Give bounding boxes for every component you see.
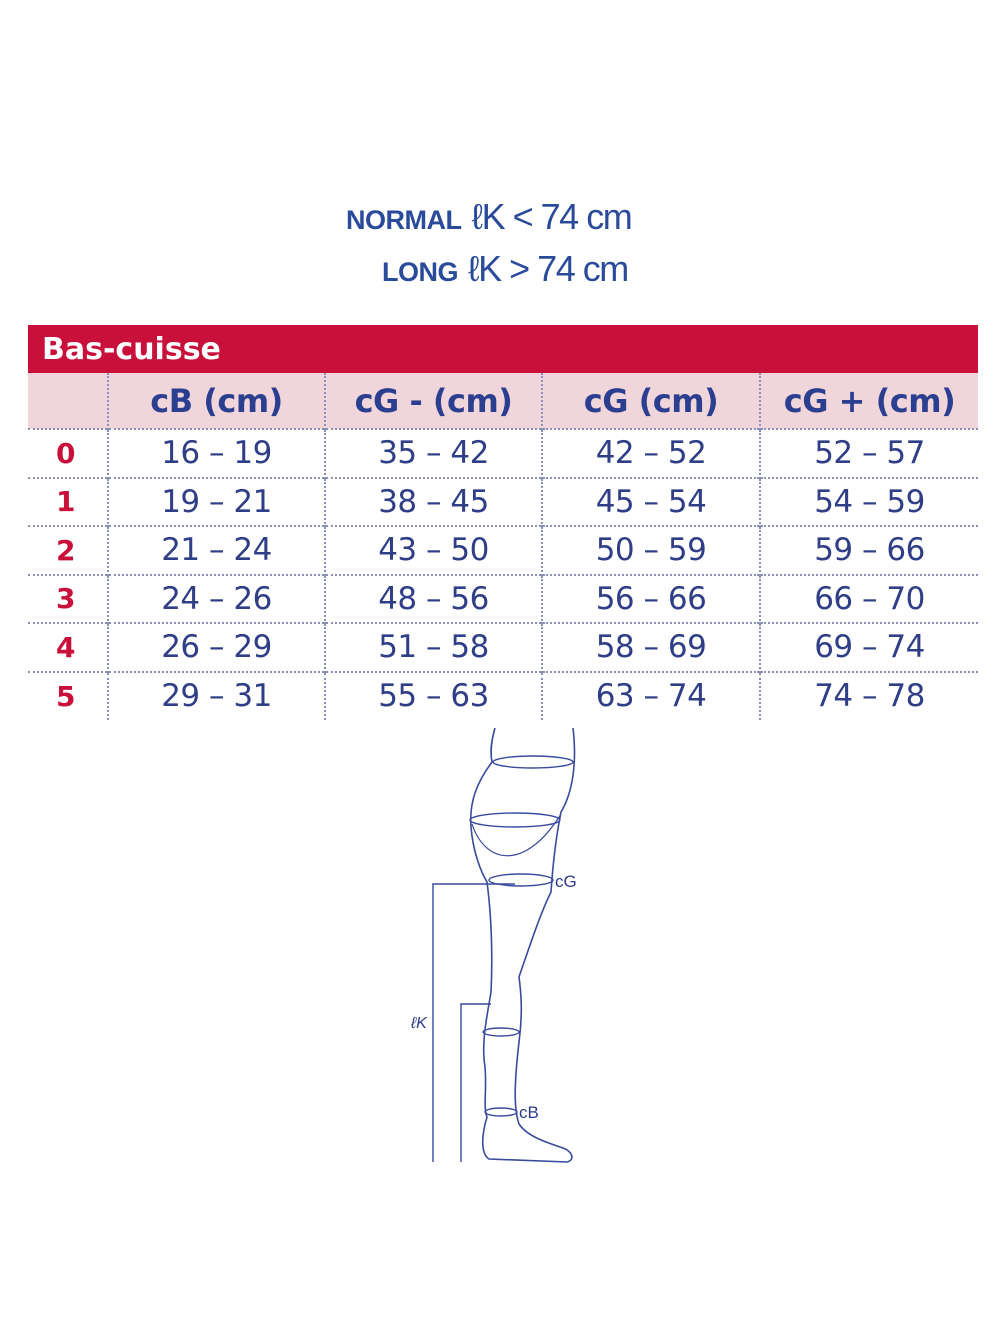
calf-ring	[483, 1028, 519, 1036]
waist-ring	[493, 756, 573, 768]
header-cg-minus: cG - (cm)	[325, 373, 542, 429]
table-row	[28, 429, 978, 478]
header-cg: cG (cm)	[542, 373, 760, 429]
hip-contour	[472, 814, 561, 856]
table-row	[28, 575, 978, 624]
cg-label: cG	[555, 872, 577, 891]
header-cb: cB (cm)	[108, 373, 325, 429]
cb-cell: 24 – 26	[108, 575, 325, 624]
table-row	[28, 478, 978, 527]
cg-cell: 58 – 69	[542, 623, 760, 672]
header-cg-plus: cG + (cm)	[760, 373, 978, 429]
cg-cell: 42 – 52	[542, 429, 760, 478]
cb-cell: 29 – 31	[108, 672, 325, 721]
lk-label: ℓK	[411, 1015, 427, 1032]
length-long-value: ℓK > 74 cm	[468, 248, 628, 289]
cg-plus-cell: 69 – 74	[760, 623, 978, 672]
size-cell: 2	[28, 526, 108, 575]
size-cell: 1	[28, 478, 108, 527]
cb-cell: 26 – 29	[108, 623, 325, 672]
size-table	[28, 325, 978, 720]
length-normal-name: NORMAL	[346, 205, 462, 235]
leg-measurement-diagram	[395, 722, 595, 1172]
cg-minus-cell: 35 – 42	[325, 429, 542, 478]
ankle-ring-cb	[485, 1108, 517, 1116]
cg-minus-cell: 43 – 50	[325, 526, 542, 575]
knee-guide	[461, 1004, 491, 1162]
size-cell: 3	[28, 575, 108, 624]
table-row	[28, 672, 978, 721]
hip-ring	[470, 813, 560, 827]
cb-cell: 19 – 21	[108, 478, 325, 527]
cg-cell: 45 – 54	[542, 478, 760, 527]
cg-plus-cell: 59 – 66	[760, 526, 978, 575]
length-long-name: LONG	[382, 257, 458, 287]
cb-label: cB	[519, 1103, 539, 1122]
table-header-row	[28, 373, 978, 429]
cg-cell: 63 – 74	[542, 672, 760, 721]
length-normal	[346, 196, 631, 238]
cg-cell: 50 – 59	[542, 526, 760, 575]
cb-cell: 16 – 19	[108, 429, 325, 478]
size-cell: 5	[28, 672, 108, 721]
header-size	[28, 373, 108, 429]
size-cell: 0	[28, 429, 108, 478]
table-row	[28, 623, 978, 672]
cg-plus-cell: 52 – 57	[760, 429, 978, 478]
cg-minus-cell: 48 – 56	[325, 575, 542, 624]
cg-plus-cell: 74 – 78	[760, 672, 978, 721]
measure-rings	[470, 756, 573, 1116]
leg-contour	[471, 728, 575, 1162]
cg-minus-cell: 55 – 63	[325, 672, 542, 721]
size-cell: 4	[28, 623, 108, 672]
table-row	[28, 526, 978, 575]
cg-plus-cell: 66 – 70	[760, 575, 978, 624]
lk-guide	[433, 884, 515, 1162]
cb-cell: 21 – 24	[108, 526, 325, 575]
cg-plus-cell: 54 – 59	[760, 478, 978, 527]
size-grid	[28, 373, 978, 720]
table-title: Bas-cuisse	[28, 325, 978, 373]
cg-cell: 56 – 66	[542, 575, 760, 624]
cg-minus-cell: 51 – 58	[325, 623, 542, 672]
leg-outline	[471, 728, 575, 1162]
cg-minus-cell: 38 – 45	[325, 478, 542, 527]
length-guides	[433, 884, 515, 1162]
length-long	[382, 248, 628, 290]
length-normal-value: ℓK < 74 cm	[471, 196, 632, 237]
